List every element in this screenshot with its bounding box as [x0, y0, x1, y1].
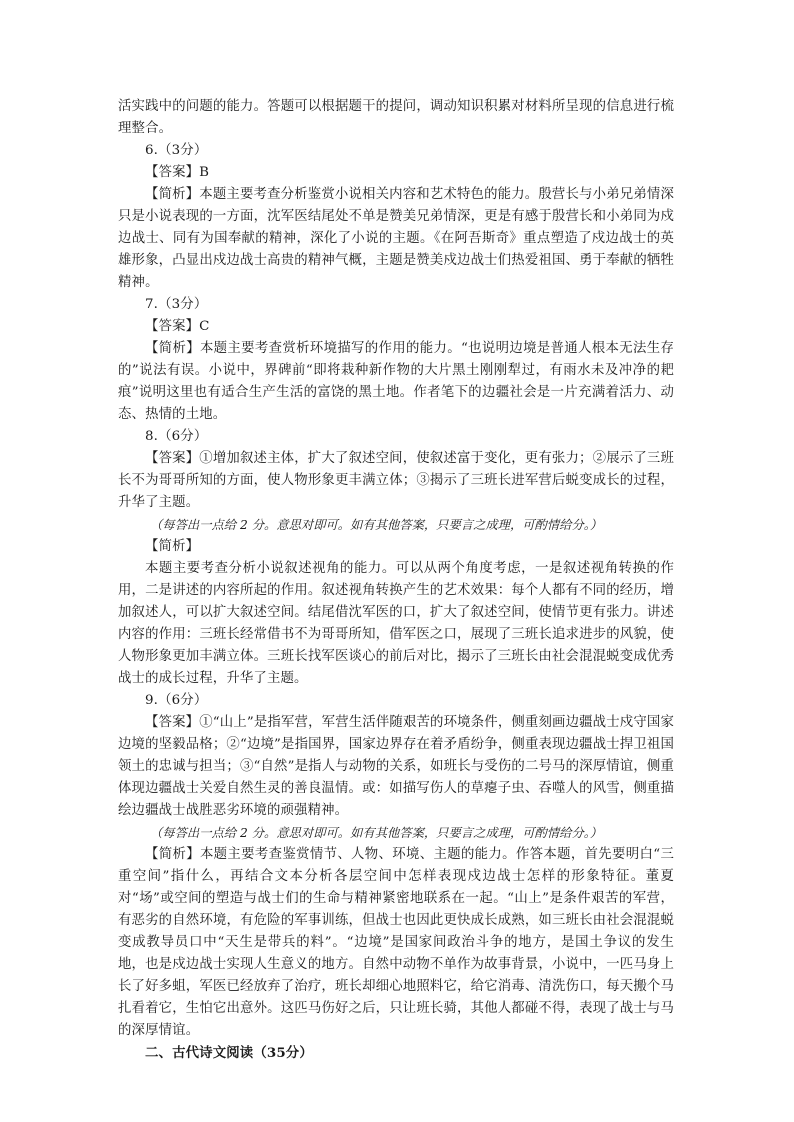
- question-9-answer: 【答案】①“山上”是指军营，军营生活伴随艰苦的环境条件，侧重刻画边疆战士戍守国家边境的坚毅品格；②“边境”是指国界，国家边界存在着矛盾纷争，侧重表现边疆战士捍卫祖国领土的忠诚与担当；③“自然”是指人与动物的关系，如班长与受伤的二号马的深厚情谊，侧重体现边疆战士关爱自然生灵的善良温情。或：如描写伤人的草瘪子虫、吞噬人的风雪，侧重描绘边疆战士战胜恶劣环境的顽强精神。: [118, 715, 674, 818]
- question-6-score: 6.（3分）: [145, 143, 208, 158]
- question-7-analysis: 【简析】本题主要考查赏析环境描写的作用的能力。“也说明边境是普通人根本无法生存的”说法有误。小说中，界碑前“即将栽种新作物的大片黑土刚刚犁过，有雨水未及冲净的耙痕”说明这里也有适合生产生活的富饶的黑土地。作者笔下的边疆社会是一片充满着活力、动态、热情的土地。: [118, 341, 674, 422]
- question-9-analysis: 【简析】本题主要考查鉴赏情节、人物、环境、主题的能力。作答本题，首先要明白“三重空间”指什么，再结合文本分析各层空间中怎样表现戍边战士怎样的形象特征。董夏对“场”或空间的塑造与战士们的生命与精神紧密地联系在一起。“山上”是条件艰苦的军营，有恶劣的自然环境，有危险的军事训练，但战士也因此更快成长成熟，如三班长由社会混混蜕变成教导员口中“天生是带兵的料”。“边境”是国家间政治斗争的地方，是国土争议的发生地，也是戍边战士实现人生意义的地方。自然中动物不单作为故事背景，小说中，一匹马身上长了好多蛆，军医已经放弃了治疗，班长却细心地照料它，给它消毒、清洗伤口，每天搬个马扎看着它，生怕它出意外。这匹马伤好之后，只让班长骑，其他人都碰不得，表现了战士与马的深厚情谊。: [118, 847, 674, 1038]
- question-6-answer: 【答案】B: [145, 165, 210, 180]
- question-8-analysis-heading: 【简析】: [145, 539, 200, 554]
- question-6-analysis: 【简析】本题主要考查分析鉴赏小说相关内容和艺术特色的能力。殷营长与小弟兄弟情深只是小说表现的一方面，沈军医结尾处不单是赞美兄弟情深，更是有感于殷营长和小弟同为戍边战士、同有为国奉献的精神，深化了小说的主题。《在阿吾斯奇》重点塑造了戍边战士的英雄形象，凸显出戍边战士高贵的精神气概，主题是赞美戍边战士们热爱祖国、勇于奉献的牺牲精神。: [118, 187, 674, 290]
- question-8-scoring-note: （每答出一点给 2 分。意思对即可。如有其他答案，只要言之成理，可酌情给分。）: [150, 518, 603, 532]
- answer-key-body: [118, 96, 674, 1064]
- question-7-score: 7.（3分）: [145, 297, 208, 312]
- section-2-heading: 二、古代诗文阅读（35分）: [145, 1045, 313, 1061]
- question-9-score: 9.（6分）: [145, 693, 208, 708]
- question-8-score: 8.（6分）: [145, 429, 208, 444]
- question-8-answer: 【答案】①增加叙述主体，扩大了叙述空间，使叙述富于变化，更有张力；②展示了三班长不为哥哥所知的方面，使人物形象更丰满立体；③揭示了三班长进军营后蜕变成长的过程，升华了主题。: [118, 451, 674, 510]
- question-9-scoring-note: （每答出一点给 2 分。意思对即可。如有其他答案，只要言之成理，可酌情给分。）: [150, 826, 603, 840]
- question-8-analysis: 本题主要考查分析小说叙述视角的能力。可以从两个角度考虑，一是叙述视角转换的作用，二是讲述的内容所起的作用。叙述视角转换产生的艺术效果：每个人都有不同的经历，增加叙述人，可以扩大叙述空间。结尾借沈军医的口，扩大了叙述空间，使情节更有张力。讲述内容的作用：三班长经常借书不为哥哥所知，借军医之口，展现了三班长追求进步的风貌，使人物形象更加丰满立体。三班长找军医谈心的前后对比，揭示了三班长由社会混混蜕变成优秀战士的成长过程，升华了主题。: [118, 561, 674, 686]
- question-7-answer: 【答案】C: [145, 319, 210, 334]
- intro-paragraph-continuation: 活实践中的问题的能力。答题可以根据题干的提问，调动知识积累对材料所呈现的信息进行梳理整合。: [118, 99, 674, 136]
